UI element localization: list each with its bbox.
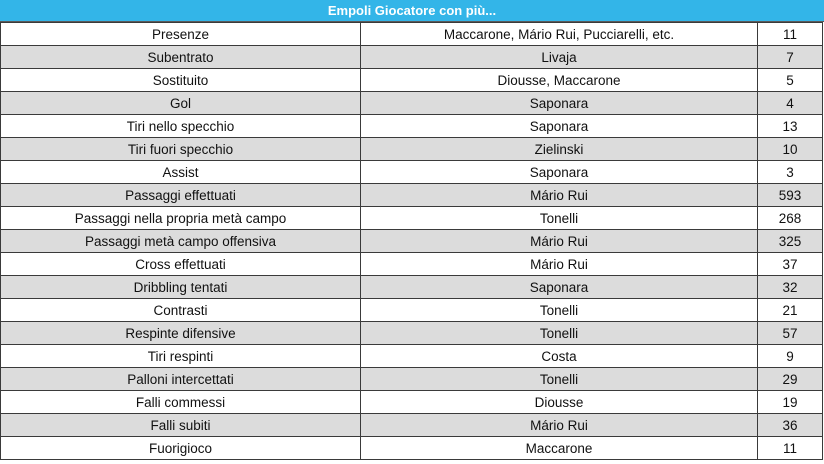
stat-label: Falli commessi [1,391,361,414]
player-names: Saponara [361,276,758,299]
table-row [1,368,823,391]
player-names: Mário Rui [361,253,758,276]
player-names: Saponara [361,92,758,115]
stat-label: Palloni intercettati [1,368,361,391]
player-names: Saponara [361,161,758,184]
player-names: Livaja [361,46,758,69]
table-row [1,115,823,138]
table-row [1,276,823,299]
stat-label: Assist [1,161,361,184]
stat-label: Tiri respinti [1,345,361,368]
player-names: Saponara [361,115,758,138]
table-row [1,138,823,161]
stat-value: 21 [758,299,823,322]
table-row [1,414,823,437]
stat-label: Presenze [1,23,361,46]
stat-label: Sostituito [1,69,361,92]
stat-value: 36 [758,414,823,437]
stat-label: Tiri fuori specchio [1,138,361,161]
table-row [1,92,823,115]
player-names: Zielinski [361,138,758,161]
player-names: Mário Rui [361,230,758,253]
stat-value: 593 [758,184,823,207]
table-row [1,322,823,345]
table-row [1,253,823,276]
player-names: Tonelli [361,207,758,230]
player-names: Mário Rui [361,414,758,437]
table-row [1,184,823,207]
player-names: Maccarone [361,437,758,460]
table-row [1,161,823,184]
stat-value: 10 [758,138,823,161]
stat-label: Cross effettuati [1,253,361,276]
player-names: Tonelli [361,322,758,345]
stat-label: Gol [1,92,361,115]
player-names: Mário Rui [361,184,758,207]
stats-table [0,22,823,460]
table-row [1,299,823,322]
stat-value: 37 [758,253,823,276]
stat-value: 3 [758,161,823,184]
table-title: Empoli Giocatore con più... [0,0,824,22]
stat-value: 11 [758,23,823,46]
stat-value: 268 [758,207,823,230]
stats-table-body [1,23,823,460]
stat-value: 5 [758,69,823,92]
player-names: Tonelli [361,368,758,391]
stat-label: Passaggi metà campo offensiva [1,230,361,253]
stat-value: 57 [758,322,823,345]
stat-value: 11 [758,437,823,460]
stat-value: 7 [758,46,823,69]
player-names: Costa [361,345,758,368]
table-row [1,46,823,69]
stat-label: Tiri nello specchio [1,115,361,138]
player-names: Maccarone, Mário Rui, Pucciarelli, etc. [361,23,758,46]
table-row [1,391,823,414]
stat-label: Subentrato [1,46,361,69]
stat-value: 4 [758,92,823,115]
stat-label: Respinte difensive [1,322,361,345]
stat-value: 32 [758,276,823,299]
stat-value: 29 [758,368,823,391]
table-row [1,23,823,46]
stat-label: Passaggi effettuati [1,184,361,207]
stat-label: Contrasti [1,299,361,322]
stat-label: Fuorigioco [1,437,361,460]
stat-value: 19 [758,391,823,414]
stat-value: 9 [758,345,823,368]
player-names: Diousse [361,391,758,414]
stat-label: Falli subiti [1,414,361,437]
player-names: Diousse, Maccarone [361,69,758,92]
table-row [1,69,823,92]
table-row [1,207,823,230]
stat-label: Dribbling tentati [1,276,361,299]
table-row [1,345,823,368]
player-names: Tonelli [361,299,758,322]
table-row [1,230,823,253]
table-row [1,437,823,460]
stat-value: 13 [758,115,823,138]
stat-value: 325 [758,230,823,253]
stat-label: Passaggi nella propria metà campo [1,207,361,230]
